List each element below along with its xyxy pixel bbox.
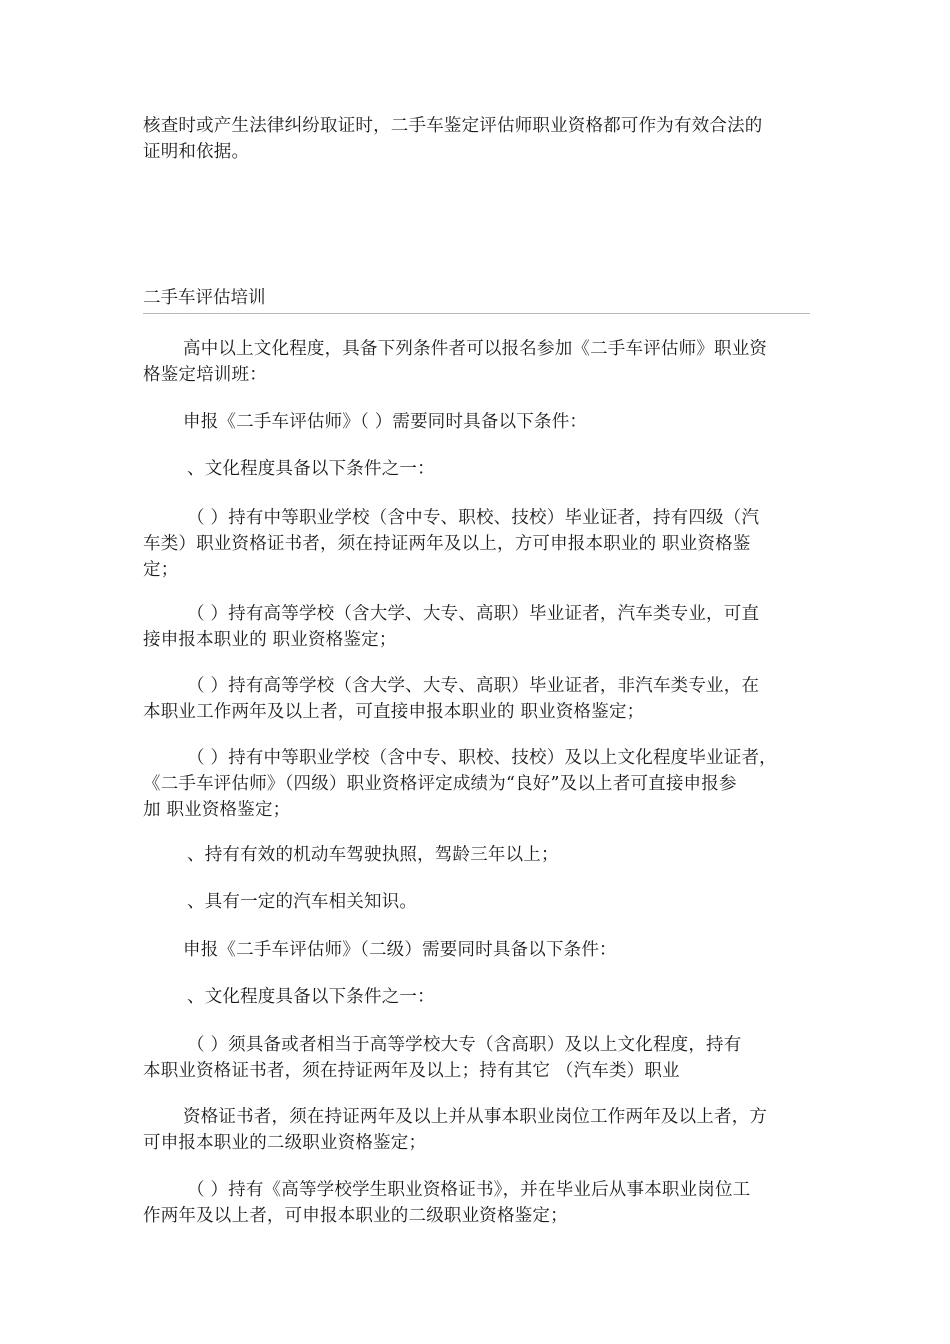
text-line: 资格证书者，须在持证两年及以上并从事本职业岗位工作两年及以上者，方 (183, 1107, 768, 1127)
text-line: （ ）持有中等职业学校（含中专、职校、技校）毕业证者，持有四级（汽 (187, 508, 760, 528)
paragraph-level-2-condition-1-cont (143, 1104, 815, 1156)
text-line: 、文化程度具备以下条件之一： (187, 459, 435, 479)
text-line: 《二手车评估师》（四级）职业资格评定成绩为“良好”及以上者可直接申报参 (143, 774, 737, 794)
text-line: 定； (143, 560, 179, 580)
text-line: 接申报本职业的 职业资格鉴定； (143, 630, 397, 650)
text-line: 、持有有效的机动车驾驶执照，驾龄三年以上； (187, 845, 559, 865)
paragraph-level-requirements (143, 409, 815, 435)
text-line: 可申报本职业的二级职业资格鉴定； (143, 1133, 427, 1153)
text-line: （ ）持有《高等学校学生职业资格证书》，并在毕业后从事本职业岗位工 (187, 1180, 751, 1200)
paragraph-condition-4 (143, 745, 815, 823)
text-line: 、具有一定的汽车相关知识。 (187, 892, 418, 912)
text-line: 本职业资格证书者，须在持证两年及以上；持有其它 （汽车类）职业 (143, 1061, 680, 1081)
text-line: 作两年及以上者，可申报本职业的二级职业资格鉴定； (143, 1206, 568, 1226)
text-line: （ ）持有高等学校（含大学、大专、高职）毕业证者，非汽车类专业，在 (187, 676, 760, 696)
paragraph-condition-2 (143, 601, 815, 653)
paragraph-level-2-condition-2 (143, 1177, 815, 1229)
text-line: （ ）持有高等学校（含大学、大专、高职）毕业证者，汽车类专业，可直 (187, 604, 760, 624)
text-line: 申报《二手车评估师》（二级）需要同时具备以下条件： (183, 940, 617, 960)
text-line: 车类）职业资格证书者，须在持证两年及以上，方可申报本职业的 职业资格鉴 (143, 534, 751, 554)
paragraph-education-heading (143, 456, 815, 482)
text-line: 、文化程度具备以下条件之一： (187, 987, 435, 1007)
text-line: 加 职业资格鉴定； (143, 800, 291, 820)
text-line: 核查时或产生法律纠纷取证时，二手车鉴定评估师职业资格都可作为有效合法的 (143, 116, 763, 136)
paragraph-level-2-condition-1 (143, 1032, 815, 1084)
text-line: （ ）须具备或者相当于高等学校大专（含高职）及以上文化程度，持有 (187, 1035, 742, 1055)
text-line: 证明和依据。 (143, 142, 250, 162)
text-line: 高中以上文化程度，具备下列条件者可以报名参加《二手车评估师》职业资 (183, 339, 768, 359)
section-title: 二手车评估培训 (143, 288, 266, 308)
paragraph-condition-3 (143, 673, 815, 725)
text-line: （ ）持有中等职业学校（含中专、职校、技校）及以上文化程度毕业证者， (187, 748, 777, 768)
text-line: 格鉴定培训班： (143, 365, 267, 385)
paragraph-eligibility-intro (143, 336, 815, 388)
paragraph-level-2-education-heading (143, 984, 815, 1010)
section-divider (143, 313, 810, 314)
paragraph-auto-knowledge (143, 889, 815, 915)
text-line: 本职业工作两年及以上者，可直接申报本职业的 职业资格鉴定； (143, 702, 645, 722)
paragraph-level-2-requirements (143, 937, 815, 963)
text-line: 申报《二手车评估师》（ ）需要同时具备以下条件： (183, 412, 588, 432)
paragraph-condition-1 (143, 505, 815, 583)
intro-paragraph (143, 113, 815, 165)
paragraph-driving-license (143, 842, 815, 868)
